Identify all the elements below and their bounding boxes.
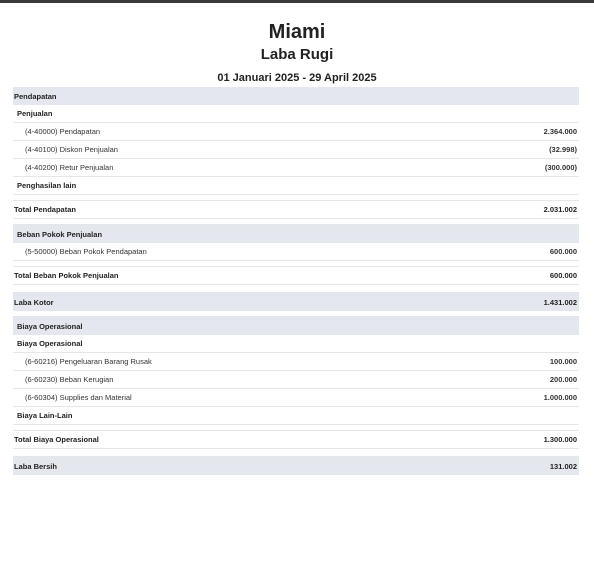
- account-amount: 1.000.000: [543, 393, 577, 402]
- section-label: Pendapatan: [14, 91, 57, 101]
- group-penjualan: [13, 105, 579, 123]
- account-amount: 600.000: [549, 247, 577, 256]
- laba-bersih-row: [13, 457, 579, 475]
- total-beban-pokok-row: [13, 267, 579, 285]
- account-amount: (32.998): [549, 145, 577, 154]
- summary-amount: 1.431.002: [543, 297, 577, 307]
- account-row: [13, 389, 579, 407]
- group-biaya-lain: [13, 407, 579, 425]
- spacer: [13, 285, 579, 293]
- account-label: (6-60304) Supplies dan Material: [25, 393, 132, 402]
- section-biaya-operasional: [13, 317, 579, 335]
- total-amount: 600.000: [549, 271, 577, 280]
- account-row: [13, 123, 579, 141]
- section-label: Beban Pokok Penjualan: [17, 229, 103, 239]
- group-penghasilan-lain: [13, 177, 579, 195]
- summary-label: Laba Bersih: [14, 461, 57, 471]
- account-row: [13, 141, 579, 159]
- profit-loss-table: [13, 87, 579, 475]
- total-amount: 2.031.002: [543, 205, 577, 214]
- account-amount: (300.000): [544, 163, 577, 172]
- group-label: Penghasilan lain: [17, 181, 77, 190]
- report-title: Laba Rugi: [260, 46, 334, 63]
- account-amount: 200.000: [549, 375, 577, 384]
- account-label: (6-60230) Beban Kerugian: [25, 375, 114, 384]
- summary-label: Laba Kotor: [14, 297, 54, 307]
- group-label: Penjualan: [17, 109, 53, 118]
- report-header: [0, 20, 594, 86]
- account-label: (5-50000) Beban Pokok Pendapatan: [25, 247, 147, 256]
- account-row: [13, 353, 579, 371]
- section-label: Biaya Operasional: [17, 321, 83, 331]
- total-pendapatan-row: [13, 201, 579, 219]
- report-period: 01 Januari 2025 - 29 April 2025: [217, 72, 377, 84]
- group-biaya-operasional: [13, 335, 579, 353]
- section-pendapatan: [13, 87, 579, 105]
- account-row: [13, 159, 579, 177]
- account-label: (4-40000) Pendapatan: [25, 127, 101, 136]
- account-row: [13, 243, 579, 261]
- account-row: [13, 371, 579, 389]
- account-label: (4-40100) Diskon Penjualan: [25, 145, 118, 154]
- total-biaya-operasional-row: [13, 431, 579, 449]
- account-label: (6-60216) Pengeluaran Barang Rusak: [25, 357, 152, 366]
- spacer: [13, 449, 579, 457]
- total-label: Total Pendapatan: [14, 205, 76, 214]
- group-label: Biaya Operasional: [17, 339, 83, 348]
- account-amount: 2.364.000: [543, 127, 577, 136]
- account-amount: 100.000: [549, 357, 577, 366]
- total-label: Total Biaya Operasional: [14, 435, 99, 444]
- section-beban-pokok: [13, 225, 579, 243]
- laba-kotor-row: [13, 293, 579, 311]
- top-bar: [0, 0, 594, 3]
- account-label: (4-40200) Retur Penjualan: [25, 163, 114, 172]
- group-label: Biaya Lain-Lain: [17, 411, 73, 420]
- company-name: Miami: [268, 21, 326, 43]
- total-amount: 1.300.000: [543, 435, 577, 444]
- total-label: Total Beban Pokok Penjualan: [14, 271, 119, 280]
- summary-amount: 131.002: [549, 461, 577, 471]
